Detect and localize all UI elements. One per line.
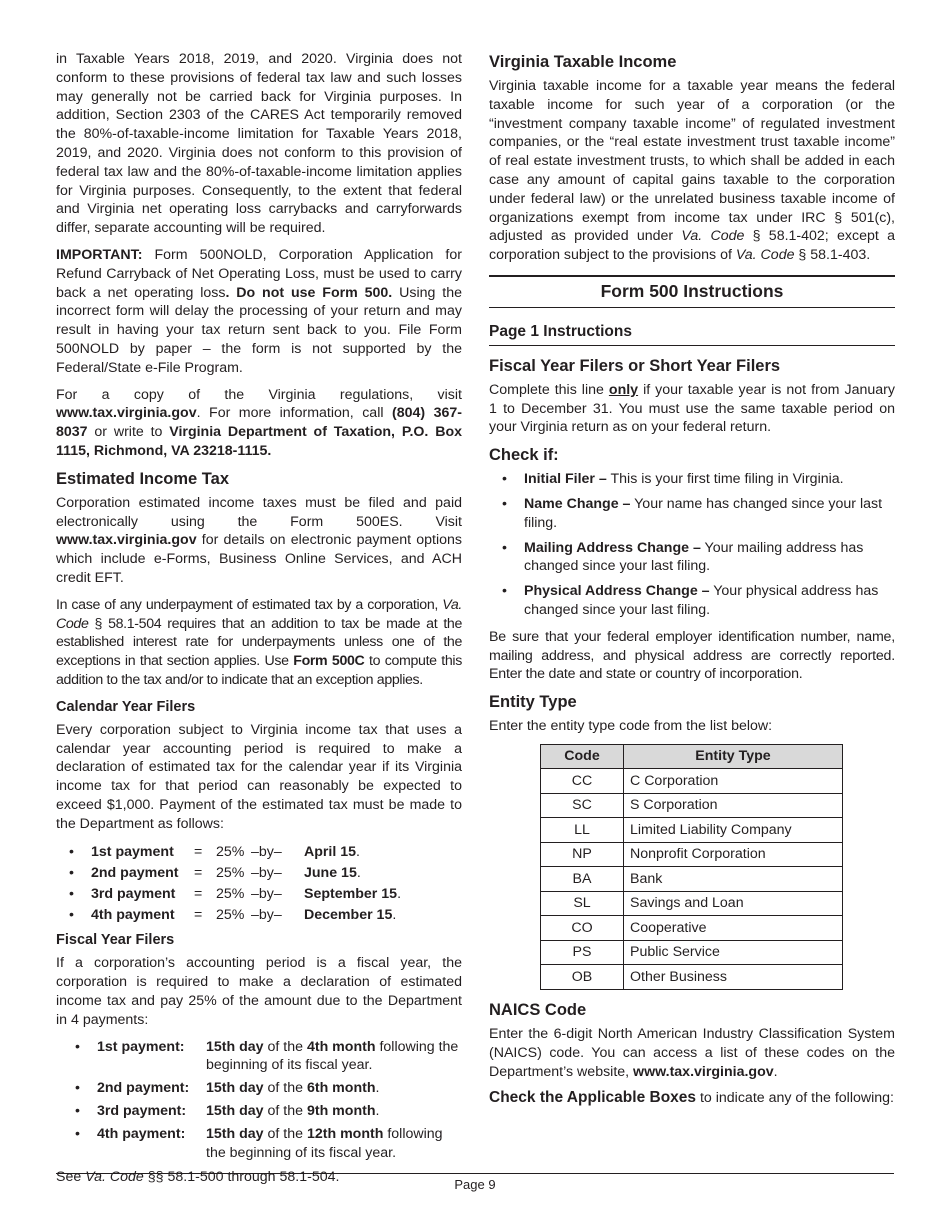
- est2-text-c: to compute this addition to the tax and/or to indicate that an exception applies.: [56, 653, 462, 688]
- entity-name: Cooperative: [624, 916, 843, 941]
- list-item: [56, 841, 462, 862]
- of-the: of the: [263, 1103, 307, 1120]
- important-rest: Using the incorrect form will delay the processing of your return and may result in having your tax return sent back to you. File Form 500NOLD by paper – the form is not supported by the Federal/State e-File Program.: [56, 284, 462, 376]
- bullet: •: [502, 495, 507, 512]
- list-item: [489, 582, 895, 620]
- list-item: [56, 1079, 462, 1098]
- applicable-boxes-text: to indicate any of the following:: [696, 1090, 894, 1107]
- fiscal-payment-label: 1st payment:: [97, 1038, 185, 1055]
- percent: 25%: [216, 864, 245, 881]
- entity-name: Bank: [624, 867, 843, 892]
- naics-code-heading: NAICS Code: [489, 1000, 587, 1019]
- list-item: [56, 1102, 462, 1121]
- fiscal-day: 15th day: [206, 1038, 264, 1055]
- see-text-a: See: [56, 1169, 86, 1186]
- entity-type-heading: Entity Type: [489, 693, 577, 712]
- check-item-text: [524, 495, 895, 533]
- table-row: [541, 769, 843, 794]
- payment-label: 3rd payment: [91, 885, 176, 902]
- check-desc: This is your first time filing in Virginia.: [606, 471, 844, 488]
- entity-code: LL: [541, 818, 624, 843]
- calendar-year-paragraph: Every corporation subject to Virginia income tax that uses a calendar year accounting period is required to make a declaration of estimated tax for the calendar year if its Virginia income tax for that period can reasonably be expected to exceed $1,000. Payment of the estimated tax must be made to the Department as follows:: [56, 721, 462, 832]
- est2-code: Va. Code: [56, 596, 462, 632]
- copy-url[interactable]: www.tax.virginia.gov: [56, 405, 197, 422]
- fiscal-rest: .: [375, 1080, 380, 1097]
- important-paragraph: [56, 246, 462, 378]
- page-number: Page 9: [454, 1177, 496, 1192]
- fiscal-payment-desc: [206, 1038, 462, 1076]
- by: –by–: [251, 885, 282, 902]
- equals: =: [194, 864, 203, 881]
- nol-paragraph: in Taxable Years 2018, 2019, and 2020. Virginia does not conform to these provisions of federal tax law and such losses may generally not be carried back for Virginia purposes. In addition, Section 2303 of the CARES Act temporarily removed the 80%-of-taxable-income limitation for Taxable Years 2018, 2019, and 2020. Virginia does not conform to this provision of federal tax law and the 80%-of-taxable-income limitation applies for Virginia purposes. Consequently, to the extent that federal and Virginia net operating loss carrybacks and carryforwards differ, separate accounting will be required.: [56, 51, 462, 237]
- page-1-instructions-heading: Page 1 Instructions: [489, 322, 895, 346]
- check-item-text: [524, 582, 895, 620]
- bullet: •: [502, 583, 507, 600]
- estimated-paragraph-1: [56, 494, 462, 588]
- entity-name: Limited Liability Company: [624, 818, 843, 843]
- fiscal-year-heading: Fiscal Year Filers: [56, 932, 175, 949]
- check-desc: Your mailing address has changed since your last filing.: [524, 539, 864, 575]
- est-url[interactable]: www.tax.virginia.gov: [56, 532, 197, 549]
- check-item-text: [524, 539, 895, 577]
- check-desc: Your physical address has changed since your last filing.: [524, 583, 879, 618]
- payment-label: 2nd payment: [91, 864, 179, 881]
- payment-label: 4th payment: [91, 906, 175, 923]
- fiscal-month: 4th month: [306, 1038, 376, 1055]
- applicable-boxes-label: Check the Applicable Boxes: [489, 1089, 697, 1107]
- vti-code-2: Va. Code: [735, 247, 795, 264]
- calendar-year-heading: Calendar Year Filers: [56, 698, 196, 715]
- virginia-taxable-income-heading: Virginia Taxable Income: [489, 53, 677, 71]
- fiscal-short-year-paragraph: [489, 381, 895, 437]
- fiscal-payment-label: 2nd payment:: [97, 1080, 190, 1097]
- list-item: [56, 883, 462, 904]
- entity-name: Other Business: [624, 965, 843, 990]
- list-item: [489, 539, 895, 577]
- list-item: [56, 1125, 462, 1163]
- left-column: [56, 50, 462, 1195]
- entity-code: SL: [541, 891, 624, 916]
- entity-name: Nonprofit Corporation: [624, 842, 843, 867]
- of-the: of the: [263, 1125, 307, 1142]
- est-text-a: Corporation estimated income taxes must be filed and paid electronically using the Form 500ES. Visit: [56, 494, 462, 530]
- copy-text-b: . For more information, call: [196, 405, 392, 422]
- fy-only: only: [608, 381, 639, 398]
- fiscal-payment-label: 3rd payment:: [97, 1103, 187, 1120]
- naics-text-a: Enter the 6-digit North American Industry Classification System (NAICS) code. You can access a list of these codes on the Department’s website,: [489, 1025, 895, 1080]
- fiscal-short-year-heading: Fiscal Year Filers or Short Year Filers: [489, 356, 781, 375]
- copy-address: Virginia Department of Taxation, P.O. Box 1115, Richmond, VA 23218-1115.: [56, 424, 462, 459]
- fiscal-year-paragraph: If a corporation’s accounting period is a fiscal year, the corporation is required to make a declaration of estimated income tax and pay 25% of the amount due to the Department in 4 payments:: [56, 955, 462, 1028]
- bullet: •: [75, 1103, 80, 1120]
- of-the: of the: [263, 1038, 307, 1055]
- naics-text-b: .: [773, 1063, 778, 1080]
- list-item: [56, 862, 462, 883]
- bullet: •: [75, 1125, 80, 1142]
- bullet: •: [502, 471, 507, 488]
- period: .: [397, 885, 402, 902]
- fiscal-month: 12th month: [306, 1125, 384, 1142]
- bullet: •: [75, 1080, 80, 1097]
- bullet: •: [69, 906, 74, 923]
- footer-divider: [56, 1173, 894, 1174]
- entity-code: CC: [541, 769, 624, 794]
- important-label: IMPORTANT:: [56, 246, 143, 263]
- check-if-list: [489, 470, 895, 620]
- entity-type-table: [540, 744, 843, 990]
- fiscal-payment-desc: [206, 1079, 462, 1098]
- check-label: Name Change –: [524, 495, 631, 512]
- percent: 25%: [216, 843, 245, 860]
- bullet: •: [69, 864, 74, 881]
- list-item: [489, 470, 895, 489]
- important-bold: . Do not use Form 500.: [225, 284, 393, 301]
- entity-code: NP: [541, 842, 624, 867]
- check-item-text: [524, 470, 895, 489]
- table-row: [541, 965, 843, 990]
- entity-code: SC: [541, 793, 624, 818]
- fiscal-payment-desc: [206, 1102, 462, 1121]
- entity-code: OB: [541, 965, 624, 990]
- fiscal-day: 15th day: [206, 1103, 264, 1120]
- estimated-paragraph-2: [56, 596, 462, 690]
- by: –by–: [251, 843, 282, 860]
- list-item: [489, 495, 895, 533]
- check-label: Mailing Address Change –: [524, 539, 701, 556]
- table-row: [541, 891, 843, 916]
- fiscal-month: 9th month: [306, 1103, 376, 1120]
- bullet: •: [502, 539, 507, 556]
- entity-name: C Corporation: [624, 769, 843, 794]
- copy-text-c: or write to: [87, 424, 170, 441]
- equals: =: [194, 843, 203, 860]
- table-row: [541, 818, 843, 843]
- est2-text-b: § 58.1-504 requires that an addition to tax be made at the established interest rate for underpayments unless one of the exceptions in that section applies. Use: [56, 615, 462, 670]
- important-text: Form 500NOLD, Corporation Application for Refund Carryback of Net Operating Loss, must be used to carry back a net operating loss: [56, 246, 462, 301]
- entity-code: CO: [541, 916, 624, 941]
- entity-name: S Corporation: [624, 793, 843, 818]
- entity-name: Savings and Loan: [624, 891, 843, 916]
- applicable-boxes-paragraph: [489, 1089, 895, 1108]
- fiscal-payment-desc: [206, 1125, 462, 1163]
- bullet: •: [69, 885, 74, 902]
- vti-text-a: Virginia taxable income for a taxable year means the federal taxable income for such year of a corporation (or the “investment company taxable income” of regulated investment companies, or the “real estate investment trust taxable income” of real estate investment trusts, to which shall be added in each case any amount of capital gains taxable to the corporation under federal law) or the unrelated business taxable income of organizations exempt from income tax under IRC § 501(c), adjusted as provided under: [489, 78, 895, 245]
- list-item: [56, 1038, 462, 1076]
- fiscal-month: 6th month: [306, 1080, 376, 1097]
- period: .: [356, 843, 360, 860]
- period: .: [356, 864, 361, 881]
- table-row: [541, 916, 843, 941]
- equals: =: [194, 906, 203, 923]
- table-row: [541, 867, 843, 892]
- fiscal-day: 15th day: [206, 1125, 264, 1142]
- payment-label: 1st payment: [91, 843, 174, 860]
- copy-phone: (804) 367-8037: [56, 405, 462, 441]
- fy-text-a: Complete this line: [489, 381, 609, 398]
- vti-paragraph: [489, 77, 895, 265]
- form-500-instructions-heading: Form 500 Instructions: [489, 275, 895, 308]
- be-sure-paragraph: Be sure that your federal employer identification number, name, mailing address, and physical address are correctly reported. Enter the date and state or country of incorporation.: [489, 628, 895, 683]
- check-label: Physical Address Change –: [524, 583, 710, 600]
- payment-date: April 15: [304, 843, 357, 860]
- entity-code: BA: [541, 867, 624, 892]
- by: –by–: [251, 864, 282, 881]
- see-text-b: §§ 58.1-500 through 58.1-504.: [143, 1169, 340, 1186]
- fiscal-rest: .: [375, 1103, 380, 1120]
- percent: 25%: [216, 906, 245, 923]
- payment-date: June 15: [304, 864, 357, 881]
- check-label: Initial Filer –: [524, 471, 607, 488]
- fy-text-b: if your taxable year is not from January 1 to December 31. You must use the same taxable period on your Virginia return as on your federal return.: [489, 381, 895, 436]
- bullet: •: [75, 1038, 80, 1055]
- naics-url[interactable]: www.tax.virginia.gov: [633, 1063, 774, 1080]
- est2-text-a: In case of any underpayment of estimated tax by a corporation,: [56, 596, 443, 613]
- vti-text-b: § 58.1-402; except a corporation subject to the provisions of: [489, 228, 895, 264]
- copy-paragraph: [56, 386, 462, 461]
- by: –by–: [251, 906, 282, 923]
- entity-type-intro: Enter the entity type code from the list below:: [489, 718, 773, 735]
- fiscal-payment-label: 4th payment:: [97, 1125, 186, 1142]
- estimated-income-tax-heading: Estimated Income Tax: [56, 469, 230, 488]
- est-text-b: for details on electronic payment options which include e-Forms, Business Online Services, and ACH credit EFT.: [56, 532, 462, 586]
- column-header-entity-type: Entity Type: [624, 744, 843, 769]
- of-the: of the: [263, 1080, 307, 1097]
- payment-date: December 15: [304, 906, 393, 923]
- copy-text-a: For a copy of the Virginia regulations, visit: [56, 386, 462, 403]
- table-row: [541, 793, 843, 818]
- percent: 25%: [216, 885, 245, 902]
- table-row: [541, 842, 843, 867]
- calendar-payment-list: [56, 841, 462, 925]
- fiscal-payment-list: [56, 1038, 462, 1163]
- equals: =: [194, 885, 203, 902]
- entity-name: Public Service: [624, 940, 843, 965]
- payment-date: September 15: [304, 885, 398, 902]
- period: .: [392, 906, 397, 923]
- table-header-row: [541, 744, 843, 769]
- est2-form: Form 500C: [293, 653, 365, 670]
- naics-paragraph: [489, 1025, 895, 1081]
- fiscal-day: 15th day: [206, 1080, 264, 1097]
- entity-code: PS: [541, 940, 624, 965]
- check-desc: Your name has changed since your last filing.: [524, 495, 883, 531]
- table-row: [541, 940, 843, 965]
- bullet: •: [69, 843, 74, 860]
- vti-code-1: Va. Code: [681, 228, 745, 245]
- column-header-code: Code: [541, 744, 624, 769]
- list-item: [56, 904, 462, 925]
- fiscal-rest: following the beginning of its fiscal year.: [206, 1125, 443, 1161]
- right-column: [489, 50, 895, 1116]
- vti-text-c: § 58.1-403.: [794, 247, 871, 264]
- see-code: Va. Code: [85, 1169, 144, 1186]
- check-if-heading: Check if:: [489, 446, 559, 465]
- fiscal-rest: following the beginning of its fiscal year.: [206, 1038, 459, 1074]
